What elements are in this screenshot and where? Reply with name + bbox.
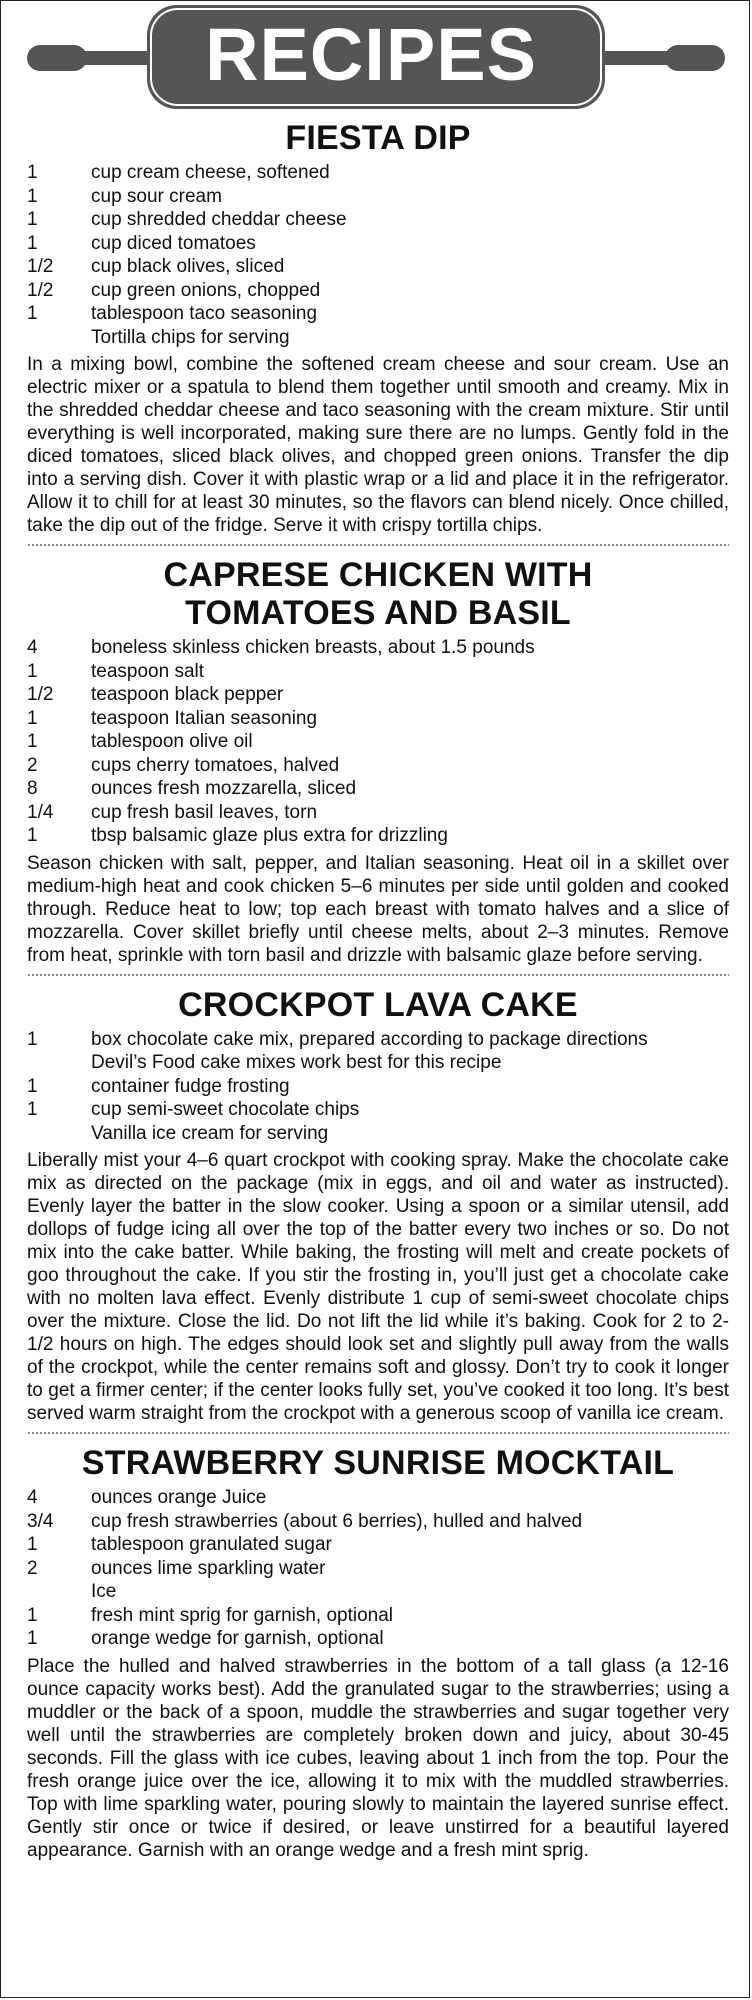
- recipe-title: CAPRESE CHICKEN WITH TOMATOES AND BASIL: [163, 556, 593, 632]
- ingredient-qty: 8: [27, 778, 38, 799]
- recipe-directions: Place the hulled and halved strawberries in the bottom of a tall glass (a 12-16 ounce capacity works best). Add the granulated sugar to the strawberries; using a muddler or the back of a spoon, muddle the strawberries and sugar together very well until the strawberries are completely broken down and juicy, about 30-45 seconds. Fill the glass with ice cubes, leaving about 1 inch from the top. Pour the fresh orange juice over the ice, allowing it to mix with the muddled strawberries. Top with lime sparkling water, pouring slowly to maintain the layered sunrise effect. Gently stir once or twice if desired, or leave unstirred for a beautiful layered appearance. Garnish with an orange wedge and a fresh mint sprig.: [27, 1655, 729, 1861]
- ingredient-list: [27, 1486, 729, 1651]
- ingredient-item: Ice: [91, 1581, 117, 1602]
- ingredient-row: [27, 1051, 729, 1075]
- ingredient-qty: 2: [27, 754, 38, 776]
- ingredient-row: [27, 1098, 729, 1122]
- recipe-column: [27, 119, 729, 1868]
- ingredient-list: [27, 636, 729, 848]
- ingredient-row: [27, 161, 729, 185]
- dotted-divider: [27, 1431, 729, 1436]
- ingredient-row: [27, 660, 729, 684]
- ingredient-row: [27, 730, 729, 754]
- ingredient-item: cup diced tomatoes: [91, 232, 256, 254]
- ingredient-row: [27, 1533, 729, 1557]
- ingredient-item: orange wedge for garnish, optional: [91, 1628, 384, 1649]
- ingredient-qty: 1: [27, 707, 38, 729]
- ingredient-row: [27, 255, 729, 279]
- ingredient-qty: [27, 1122, 91, 1146]
- ingredient-qty: 1: [27, 1075, 38, 1097]
- ingredient-row: [27, 1486, 729, 1510]
- ingredient-row: [27, 801, 729, 825]
- ingredient-qty: 1: [27, 731, 38, 752]
- ingredient-row: [27, 326, 729, 350]
- ingredient-qty: 1: [27, 185, 38, 207]
- ingredient-row: [27, 208, 729, 232]
- ingredient-qty: [27, 1051, 91, 1075]
- ingredient-qty: 1: [27, 303, 38, 324]
- dotted-divider: [27, 973, 729, 978]
- ingredient-row: [27, 1557, 729, 1581]
- ingredient-item: fresh mint sprig for garnish, optional: [91, 1604, 394, 1626]
- ingredient-qty: 1/2: [27, 279, 54, 301]
- ingredient-qty: [27, 326, 91, 350]
- ingredient-item: cup shredded cheddar cheese: [91, 209, 347, 230]
- ingredient-qty: 4: [27, 1487, 38, 1508]
- ingredient-qty: 1: [27, 825, 38, 846]
- ingredient-item: Devil’s Food cake mixes work best for this recipe: [91, 1052, 502, 1073]
- ingredient-item: ounces orange Juice: [91, 1487, 267, 1508]
- ingredient-item: ounces fresh mozzarella, sliced: [91, 778, 357, 799]
- ingredient-row: [27, 824, 729, 848]
- ingredient-row: [27, 185, 729, 209]
- recipe-fiesta-dip: [27, 119, 729, 537]
- ingredient-row: [27, 1122, 729, 1146]
- ingredient-item: teaspoon salt: [91, 660, 205, 682]
- recipe-directions: Season chicken with salt, pepper, and Italian seasoning. Heat oil in a skillet over medium-high heat and cook chicken 5–6 minutes per side until golden and cooked through. Reduce heat to low; top each breast with tomato halves and a slice of mozzarella. Cover skillet briefly until cheese melts, about 2–3 minutes. Remove from heat, sprinkle with torn basil and drizzle with balsamic glaze before serving.: [27, 852, 729, 966]
- ingredient-row: [27, 1028, 729, 1052]
- dotted-divider: [27, 543, 729, 548]
- ingredient-row: [27, 279, 729, 303]
- ingredient-item: cup black olives, sliced: [91, 256, 285, 277]
- ingredient-qty: 3/4: [27, 1510, 54, 1532]
- ingredient-row: [27, 1580, 729, 1604]
- ingredient-item: box chocolate cake mix, prepared according to package directions: [91, 1028, 648, 1050]
- ingredient-qty: 2: [27, 1557, 38, 1579]
- ingredient-item: Vanilla ice cream for serving: [91, 1122, 329, 1144]
- ingredient-item: cup cream cheese, softened: [91, 162, 330, 183]
- ingredient-item: teaspoon Italian seasoning: [91, 707, 318, 729]
- ingredient-item: Tortilla chips for serving: [91, 326, 290, 348]
- ingredient-qty: [27, 1580, 91, 1604]
- ingredient-item: cup semi-sweet chocolate chips: [91, 1099, 360, 1120]
- ingredient-qty: 1: [27, 1604, 38, 1626]
- ingredient-qty: 1/2: [27, 256, 54, 277]
- ingredient-row: [27, 754, 729, 778]
- ingredient-row: [27, 1510, 729, 1534]
- ingredient-item: tbsp balsamic glaze plus extra for drizzling: [91, 825, 448, 846]
- ingredient-item: ounces lime sparkling water: [91, 1557, 326, 1579]
- ingredient-item: cup green onions, chopped: [91, 279, 321, 301]
- ingredient-qty: 1: [27, 232, 38, 254]
- ingredient-item: teaspoon black pepper: [91, 684, 284, 705]
- ingredient-row: [27, 1604, 729, 1628]
- ingredient-row: [27, 302, 729, 326]
- ingredient-row: [27, 1627, 729, 1651]
- ingredient-qty: 1/2: [27, 684, 54, 705]
- ingredient-row: [27, 777, 729, 801]
- ingredient-item: cup sour cream: [91, 185, 222, 207]
- ingredient-row: [27, 1075, 729, 1099]
- ingredient-item: container fudge frosting: [91, 1075, 290, 1097]
- ingredient-row: [27, 636, 729, 660]
- recipe-directions: In a mixing bowl, combine the softened cream cheese and sour cream. Use an electric mixer or a spatula to blend them together until smooth and creamy. Mix in the shredded cheddar cheese and taco seasoning with the cream mixture. Stir until everything is well incorporated, making sure there are no lumps. Gently fold in the diced tomatoes, sliced black olives, and chopped green onions. Transfer the dip into a serving dish. Cover it with plastic wrap or a lid and place it in the refrigerator. Allow it to chill for at least 30 minutes, so the flavors can blend nicely. Once chilled, take the dip out of the fridge. Serve it with crispy tortilla chips.: [27, 354, 729, 536]
- recipe-title: FIESTA DIP: [285, 119, 471, 157]
- ingredient-item: cup fresh basil leaves, torn: [91, 801, 318, 823]
- ingredient-qty: 1: [27, 1628, 38, 1649]
- ingredient-qty: 1: [27, 1534, 38, 1555]
- ingredient-qty: 1: [27, 209, 38, 230]
- recipes-banner: [1, 1, 750, 113]
- ingredient-row: [27, 232, 729, 256]
- recipe-directions: Liberally mist your 4–6 quart crockpot with cooking spray. Make the chocolate cake mix as directed on the package (mix in eggs, and oil and water as instructed). Evenly layer the batter in the slow cooker. Using a spoon or a similar utensil, add dollops of fudge icing all over the top of the batter every two inches or so. Do not mix into the cake batter. While baking, the frosting will melt and create pockets of goo throughout the cake. If you stir the frosting in, you’ll just get a chocolate cake with no molten lava effect. Evenly distribute 1 cup of semi-sweet chocolate chips over the mixture. Close the lid. Do not lift the lid while it’s baking. Cook for 2 to 2-1/2 hours on high. The edges should look set and slightly pull away from the walls of the crockpot, while the center remains soft and glossy. Don’t try to cook it longer to get a firmer center; if the center looks fully set, you’ve cooked it too long. It’s best served warm straight from the crockpot with a generous scoop of vanilla ice cream.: [27, 1150, 729, 1424]
- recipe-caprese-chicken: [27, 556, 729, 967]
- ingredient-item: tablespoon olive oil: [91, 731, 253, 752]
- ingredient-qty: 4: [27, 637, 38, 658]
- ingredient-qty: 1: [27, 162, 38, 183]
- ingredient-item: tablespoon taco seasoning: [91, 303, 318, 324]
- ingredient-list: [27, 1028, 729, 1146]
- ingredient-row: [27, 683, 729, 707]
- recipe-strawberry-sunrise-mocktail: [27, 1444, 729, 1862]
- ingredient-row: [27, 707, 729, 731]
- ingredient-qty: 1: [27, 660, 38, 682]
- ingredient-item: boneless skinless chicken breasts, about 1.5 pounds: [91, 637, 535, 658]
- ingredient-item: cups cherry tomatoes, halved: [91, 754, 340, 776]
- recipe-title: STRAWBERRY SUNRISE MOCKTAIL: [81, 1444, 675, 1482]
- ingredient-qty: 1/4: [27, 801, 54, 823]
- ingredient-item: cup fresh strawberries (about 6 berries), hulled and halved: [91, 1510, 583, 1532]
- banner-title: RECIPES: [205, 13, 537, 96]
- ingredient-qty: 1: [27, 1099, 38, 1120]
- recipe-crockpot-lava-cake: [27, 986, 729, 1426]
- recipe-title: CROCKPOT LAVA CAKE: [178, 985, 578, 1024]
- ingredient-list: [27, 161, 729, 349]
- ingredient-item: tablespoon granulated sugar: [91, 1534, 332, 1555]
- ingredient-qty: 1: [27, 1028, 38, 1050]
